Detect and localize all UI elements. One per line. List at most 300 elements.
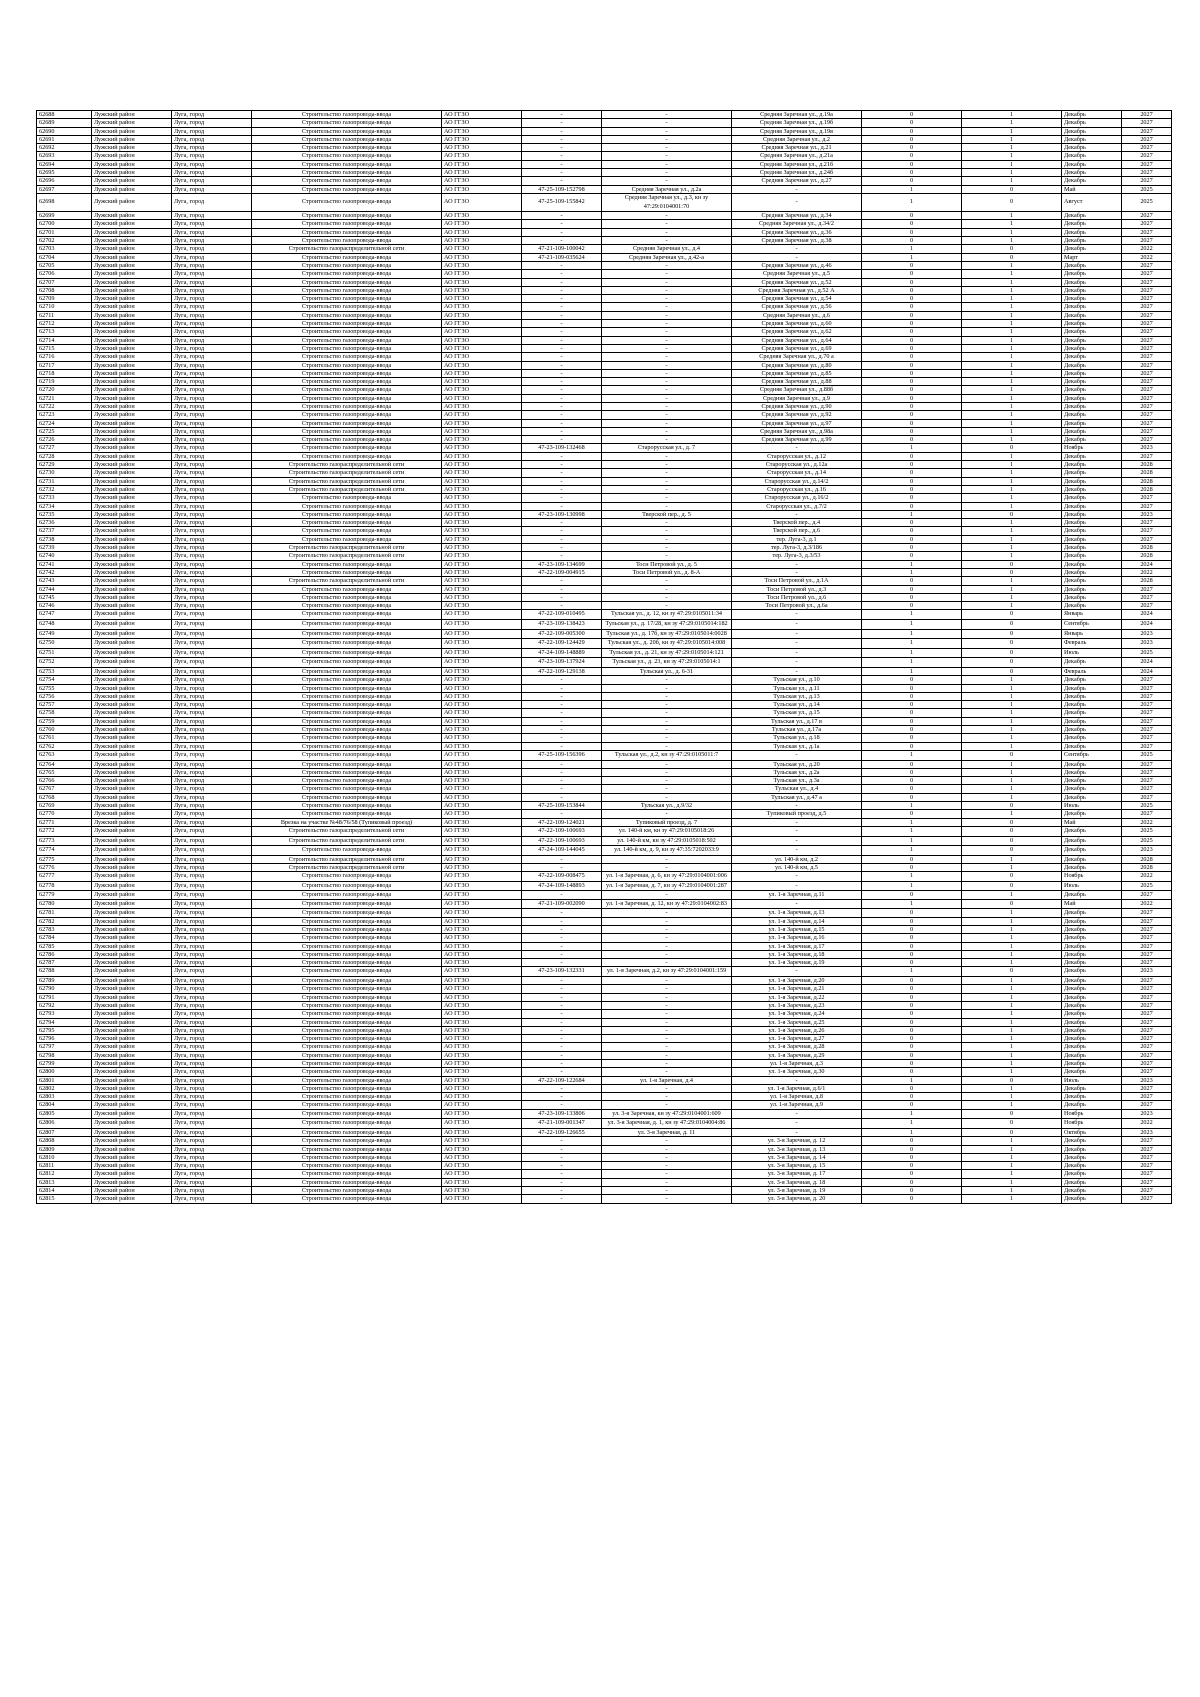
cell-district: Лужский район [92,1187,172,1195]
cell-row-number: 62802 [37,1084,92,1092]
cell-count-b: 1 [962,427,1062,435]
table-row [37,1035,1172,1043]
cell-year: 2027 [1122,111,1172,119]
cell-organization: АО ГГЗО [442,353,522,361]
cell-organization: АО ГГЗО [442,942,522,950]
cell-district: Лужский район [92,177,172,185]
cell-address-planned: Старорусская ул., д.14 [732,469,862,477]
cell-row-number: 62750 [37,639,92,649]
cell-year: 2027 [1122,950,1172,958]
cell-address-applicant: Старорусская ул., д. 7 [602,444,732,452]
cell-settlement: Луга, город [172,942,252,950]
cell-address-applicant: - [602,934,732,942]
table-row [37,452,1172,460]
cell-count-a: 0 [862,585,962,593]
cell-district: Лужский район [92,485,172,493]
cell-application-number: - [522,220,602,228]
cell-district: Лужский район [92,1076,172,1084]
cell-address-planned: - [732,639,862,649]
cell-work-type: Строительство газопровода-ввода [252,535,442,543]
cell-month: Декабрь [1062,560,1122,568]
cell-year: 2022 [1122,1119,1172,1129]
cell-organization: АО ГГЗО [442,436,522,444]
cell-month: Декабрь [1062,378,1122,386]
cell-application-number: - [522,135,602,143]
cell-organization: АО ГГЗО [442,1137,522,1145]
table-row [37,777,1172,785]
cell-district: Лужский район [92,872,172,882]
cell-month: Ноябрь [1062,872,1122,882]
cell-district: Лужский район [92,253,172,261]
cell-address-applicant: - [602,1178,732,1186]
table-row [37,485,1172,493]
cell-row-number: 62765 [37,768,92,776]
cell-count-b: 0 [962,802,1062,810]
cell-district: Лужский район [92,402,172,410]
cell-count-a: 0 [862,577,962,585]
cell-district: Лужский район [92,568,172,576]
cell-district: Лужский район [92,577,172,585]
cell-settlement: Луга, город [172,427,252,435]
cell-year: 2027 [1122,793,1172,801]
cell-organization: АО ГГЗО [442,311,522,319]
cell-district: Лужский район [92,1018,172,1026]
cell-work-type: Строительство газопровода-ввода [252,917,442,925]
cell-address-applicant: - [602,278,732,286]
cell-count-b: 1 [962,295,1062,303]
cell-work-type: Строительство газопровода-ввода [252,328,442,336]
table-row [37,709,1172,717]
cell-count-a: 0 [862,1001,962,1009]
cell-address-planned: ул. 1-я Заречная, д.24 [732,1010,862,1018]
cell-row-number: 62695 [37,169,92,177]
cell-row-number: 62782 [37,917,92,925]
cell-district: Лужский район [92,1195,172,1203]
cell-district: Лужский район [92,899,172,909]
cell-organization: АО ГГЗО [442,802,522,810]
cell-district: Лужский район [92,1035,172,1043]
cell-application-number: - [522,419,602,427]
table-row [37,535,1172,543]
cell-year: 2028 [1122,863,1172,871]
cell-count-a: 0 [862,494,962,502]
cell-month: Декабрь [1062,734,1122,742]
cell-month: Ноябрь [1062,444,1122,452]
cell-count-b: 1 [962,535,1062,543]
cell-organization: АО ГГЗО [442,1026,522,1034]
table-row [37,1018,1172,1026]
table-row [37,793,1172,801]
cell-settlement: Луга, город [172,726,252,734]
cell-count-b: 1 [962,593,1062,601]
cell-application-number: - [522,1137,602,1145]
cell-address-applicant: Тульская ул., д. 17/28, кн зу 47:29:0105014:182 [602,620,732,630]
cell-address-planned: ул. 3-я Заречная, д. 14 [732,1153,862,1161]
cell-month: Декабрь [1062,270,1122,278]
cell-year: 2027 [1122,127,1172,135]
cell-application-number: - [522,977,602,985]
cell-address-applicant: - [602,1170,732,1178]
cell-organization: АО ГГЗО [442,667,522,675]
cell-district: Лужский район [92,950,172,958]
cell-row-number: 62713 [37,328,92,336]
cell-settlement: Луга, город [172,527,252,535]
cell-work-type: Строительство газопровода-ввода [252,444,442,452]
cell-year: 2027 [1122,286,1172,294]
cell-count-b: 0 [962,826,1062,836]
cell-year: 2027 [1122,169,1172,177]
cell-row-number: 62731 [37,477,92,485]
cell-work-type: Строительство газопровода-ввода [252,1001,442,1009]
cell-organization: АО ГГЗО [442,394,522,402]
cell-year: 2022 [1122,245,1172,253]
cell-row-number: 62720 [37,386,92,394]
table-row [37,111,1172,119]
cell-row-number: 62712 [37,320,92,328]
table-row [37,1060,1172,1068]
cell-organization: АО ГГЗО [442,585,522,593]
cell-settlement: Луга, город [172,1001,252,1009]
cell-row-number: 62701 [37,228,92,236]
cell-month: Декабрь [1062,311,1122,319]
table-row [37,253,1172,261]
cell-application-number: 47-25-109-156396 [522,750,602,760]
cell-count-a: 0 [862,386,962,394]
cell-organization: АО ГГЗО [442,658,522,668]
cell-district: Лужский район [92,959,172,967]
cell-count-a: 1 [862,881,962,891]
cell-month: Декабрь [1062,826,1122,836]
cell-count-b: 0 [962,872,1062,882]
cell-row-number: 62721 [37,394,92,402]
cell-row-number: 62694 [37,160,92,168]
cell-work-type: Строительство газопровода-ввода [252,709,442,717]
cell-month: Декабрь [1062,436,1122,444]
table-row [37,855,1172,863]
cell-address-planned: Средняя Заречная ул., д.62 [732,328,862,336]
cell-work-type: Строительство газопровода-ввода [252,648,442,658]
cell-count-a: 0 [862,1187,962,1195]
cell-address-applicant: - [602,692,732,700]
cell-organization: АО ГГЗО [442,602,522,610]
cell-row-number: 62784 [37,934,92,942]
cell-settlement: Луга, город [172,676,252,684]
table-row [37,135,1172,143]
cell-application-number: - [522,760,602,768]
cell-address-applicant: - [602,286,732,294]
cell-settlement: Луга, город [172,477,252,485]
cell-year: 2027 [1122,602,1172,610]
cell-month: Декабрь [1062,793,1122,801]
cell-district: Лужский район [92,461,172,469]
cell-settlement: Луга, город [172,519,252,527]
table-row [37,993,1172,1001]
table-row [37,1101,1172,1109]
cell-address-applicant: - [602,726,732,734]
cell-organization: АО ГГЗО [442,510,522,518]
cell-row-number: 62754 [37,676,92,684]
cell-organization: АО ГГЗО [442,726,522,734]
cell-address-planned: ул. 3-я Заречная, д. 17 [732,1170,862,1178]
cell-settlement: Луга, город [172,1137,252,1145]
cell-count-b: 1 [962,925,1062,933]
cell-application-number: - [522,593,602,601]
cell-address-planned: - [732,444,862,452]
cell-application-number: 47-22-109-124021 [522,818,602,826]
cell-organization: АО ГГЗО [442,1084,522,1092]
cell-month: Декабрь [1062,684,1122,692]
cell-count-b: 1 [962,1145,1062,1153]
cell-year: 2027 [1122,303,1172,311]
cell-year: 2027 [1122,785,1172,793]
cell-settlement: Луга, город [172,648,252,658]
cell-work-type: Строительство газопровода-ввода [252,942,442,950]
cell-row-number: 62803 [37,1093,92,1101]
cell-settlement: Луга, город [172,629,252,639]
cell-work-type: Строительство газопровода-ввода [252,993,442,1001]
table-row [37,353,1172,361]
cell-organization: АО ГГЗО [442,917,522,925]
cell-year: 2023 [1122,967,1172,977]
cell-count-b: 1 [962,717,1062,725]
cell-count-b: 1 [962,177,1062,185]
cell-address-planned: ул. 1-я Заречная, д.21 [732,985,862,993]
cell-count-b: 1 [962,701,1062,709]
cell-district: Лужский район [92,593,172,601]
cell-district: Лужский район [92,1010,172,1018]
cell-count-b: 1 [962,1153,1062,1161]
cell-application-number: - [522,278,602,286]
cell-address-applicant: - [602,863,732,871]
cell-count-a: 0 [862,985,962,993]
cell-count-a: 0 [862,228,962,236]
cell-address-planned: Тульская ул., д.10 [732,676,862,684]
cell-application-number: - [522,427,602,435]
cell-count-a: 1 [862,510,962,518]
cell-year: 2027 [1122,419,1172,427]
table-row [37,610,1172,620]
cell-district: Лужский район [92,648,172,658]
cell-year: 2027 [1122,959,1172,967]
cell-month: Декабрь [1062,336,1122,344]
cell-year: 2022 [1122,899,1172,909]
cell-count-b: 0 [962,750,1062,760]
cell-settlement: Луга, город [172,353,252,361]
cell-settlement: Луга, город [172,303,252,311]
cell-count-a: 0 [862,212,962,220]
cell-month: Декабрь [1062,1093,1122,1101]
cell-application-number: - [522,1178,602,1186]
cell-settlement: Луга, город [172,793,252,801]
cell-year: 2027 [1122,237,1172,245]
cell-count-a: 0 [862,793,962,801]
cell-year: 2027 [1122,1084,1172,1092]
cell-district: Лужский район [92,502,172,510]
cell-application-number: - [522,502,602,510]
cell-address-applicant: - [602,917,732,925]
cell-month: Февраль [1062,667,1122,675]
cell-address-applicant: - [602,1195,732,1203]
cell-address-planned: - [732,193,862,211]
cell-year: 2027 [1122,676,1172,684]
cell-work-type: Строительство газопровода-ввода [252,270,442,278]
cell-row-number: 62807 [37,1128,92,1136]
cell-organization: АО ГГЗО [442,1109,522,1119]
cell-application-number: - [522,369,602,377]
cell-district: Лужский район [92,560,172,568]
cell-year: 2027 [1122,701,1172,709]
cell-month: Январь [1062,610,1122,620]
cell-settlement: Луга, город [172,411,252,419]
cell-address-applicant: Средняя Заречная ул., д.4 [602,245,732,253]
table-row [37,237,1172,245]
cell-organization: АО ГГЗО [442,1145,522,1153]
cell-district: Лужский район [92,1026,172,1034]
cell-count-b: 1 [962,760,1062,768]
cell-month: Декабрь [1062,177,1122,185]
cell-address-applicant: - [602,577,732,585]
cell-organization: АО ГГЗО [442,237,522,245]
cell-row-number: 62703 [37,245,92,253]
cell-count-a: 0 [862,1043,962,1051]
cell-work-type: Строительство газопровода-ввода [252,899,442,909]
cell-address-applicant: - [602,709,732,717]
cell-district: Лужский район [92,602,172,610]
table-row [37,119,1172,127]
cell-address-planned: Средняя Заречная ул., д.52 [732,278,862,286]
cell-application-number: - [522,1187,602,1195]
cell-count-a: 1 [862,899,962,909]
cell-count-b: 1 [962,602,1062,610]
cell-row-number: 62702 [37,237,92,245]
table-row [37,977,1172,985]
table-row [37,985,1172,993]
cell-count-b: 1 [962,169,1062,177]
cell-work-type: Строительство газопровода-ввода [252,684,442,692]
cell-row-number: 62766 [37,777,92,785]
cell-month: Декабрь [1062,1195,1122,1203]
cell-year: 2025 [1122,802,1172,810]
cell-organization: АО ГГЗО [442,386,522,394]
cell-organization: АО ГГЗО [442,461,522,469]
cell-count-b: 0 [962,667,1062,675]
cell-count-b: 1 [962,344,1062,352]
cell-application-number: - [522,119,602,127]
cell-settlement: Луга, город [172,760,252,768]
cell-row-number: 62741 [37,560,92,568]
table-row [37,639,1172,649]
cell-address-planned: Средняя Заречная ул., д.60 [732,320,862,328]
cell-district: Лужский район [92,193,172,211]
cell-settlement: Луга, город [172,320,252,328]
cell-district: Лужский район [92,320,172,328]
cell-organization: АО ГГЗО [442,977,522,985]
cell-address-planned: ул. 1-я Заречная, д.27 [732,1035,862,1043]
cell-address-planned: Старорусская ул., д.7/2 [732,502,862,510]
cell-count-b: 1 [962,810,1062,818]
cell-count-b: 1 [962,353,1062,361]
cell-address-planned: Тупиковый проезд, д.5 [732,810,862,818]
cell-count-a: 0 [862,760,962,768]
cell-district: Лужский район [92,261,172,269]
cell-year: 2022 [1122,253,1172,261]
cell-district: Лужский район [92,1137,172,1145]
cell-settlement: Луга, город [172,286,252,294]
cell-organization: АО ГГЗО [442,1043,522,1051]
cell-month: Декабрь [1062,709,1122,717]
cell-year: 2027 [1122,593,1172,601]
cell-application-number: - [522,777,602,785]
cell-district: Лужский район [92,353,172,361]
cell-settlement: Луга, город [172,469,252,477]
table-row [37,177,1172,185]
cell-organization: АО ГГЗО [442,810,522,818]
cell-settlement: Луга, город [172,1109,252,1119]
cell-application-number: - [522,237,602,245]
cell-count-a: 0 [862,286,962,294]
cell-address-applicant: - [602,1051,732,1059]
cell-settlement: Луга, город [172,993,252,1001]
cell-month: Декабрь [1062,568,1122,576]
cell-month: Декабрь [1062,228,1122,236]
cell-work-type: Строительство газопровода-ввода [252,1043,442,1051]
cell-count-a: 1 [862,1119,962,1129]
cell-month: Декабрь [1062,344,1122,352]
cell-organization: АО ГГЗО [442,369,522,377]
cell-count-a: 0 [862,785,962,793]
cell-address-planned: ул. 1-я Заречная, д.13 [732,909,862,917]
cell-count-a: 0 [862,1170,962,1178]
cell-count-a: 1 [862,629,962,639]
cell-address-planned: Тульская ул., д.15 [732,709,862,717]
table-row [37,419,1172,427]
table-row [37,1137,1172,1145]
cell-district: Лужский район [92,336,172,344]
cell-address-planned: - [732,185,862,193]
cell-application-number: - [522,1026,602,1034]
cell-address-planned: - [732,620,862,630]
cell-month: Декабрь [1062,836,1122,846]
cell-district: Лужский район [92,1178,172,1186]
cell-work-type: Строительство газопровода-ввода [252,891,442,899]
cell-application-number: 47-25-109-155842 [522,193,602,211]
cell-settlement: Луга, город [172,144,252,152]
cell-district: Лужский район [92,658,172,668]
table-row [37,402,1172,410]
cell-address-applicant: - [602,993,732,1001]
cell-count-a: 1 [862,610,962,620]
cell-settlement: Луга, город [172,826,252,836]
cell-month: Декабрь [1062,144,1122,152]
cell-organization: АО ГГЗО [442,785,522,793]
cell-row-number: 62723 [37,411,92,419]
cell-application-number: - [522,436,602,444]
cell-work-type: Строительство газопровода-ввода [252,692,442,700]
cell-address-planned: ул. 1-я Заречная, д.29 [732,1051,862,1059]
cell-organization: АО ГГЗО [442,959,522,967]
cell-settlement: Луга, город [172,658,252,668]
cell-address-planned: Средняя Заречная ул., д.98а [732,427,862,435]
cell-settlement: Луга, город [172,610,252,620]
cell-application-number: - [522,942,602,950]
cell-district: Лужский район [92,411,172,419]
cell-organization: АО ГГЗО [442,1187,522,1195]
cell-district: Лужский район [92,1001,172,1009]
cell-month: Декабрь [1062,726,1122,734]
cell-settlement: Луга, город [172,1178,252,1186]
cell-organization: АО ГГЗО [442,768,522,776]
cell-settlement: Луга, город [172,1076,252,1084]
